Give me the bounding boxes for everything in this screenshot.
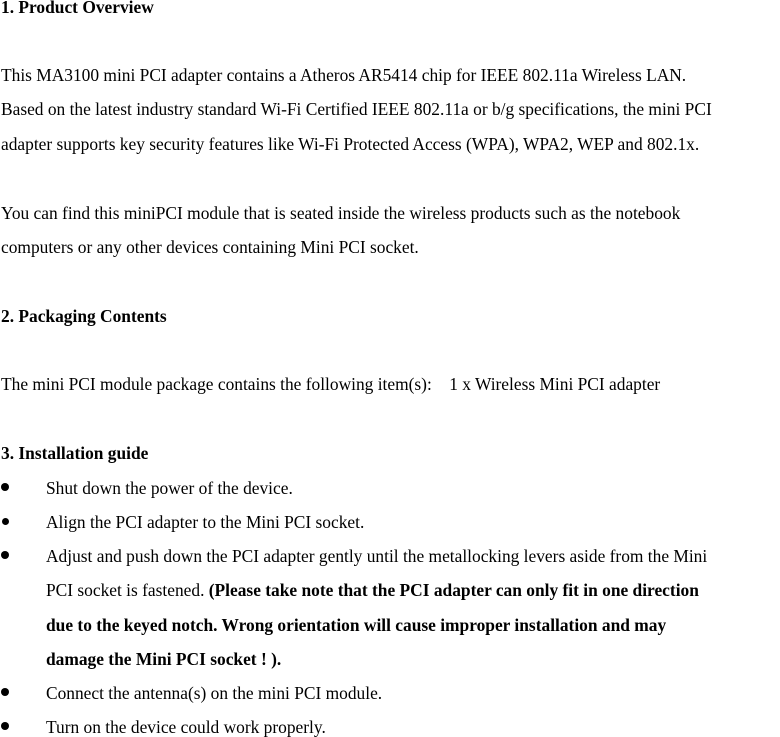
- installation-step: Align the PCI adapter to the Mini PCI socket.: [46, 512, 365, 532]
- overview-paragraph-line: Based on the latest industry standard Wi-Fi Certified IEEE 802.11a or b/g specifications, the mini PCI: [1, 99, 712, 119]
- section-heading-packaging-contents: 2. Packaging Contents: [1, 306, 167, 326]
- overview-paragraph-line: computers or any other devices containing Mini PCI socket.: [1, 237, 419, 257]
- installation-step: Adjust and push down the PCI adapter gently until the metallocking levers aside from the Mini: [46, 546, 708, 566]
- section-heading-installation-guide: 3. Installation guide: [1, 443, 149, 463]
- bullet-icon: [1, 483, 9, 491]
- overview-paragraph-line: This MA3100 mini PCI adapter contains a Atheros AR5414 chip for IEEE 802.11a Wireless LAN.: [1, 65, 687, 85]
- overview-paragraph-line: You can find this miniPCI module that is seated inside the wireless products such as the notebook: [1, 203, 681, 223]
- installation-step-continued: [46, 580, 699, 600]
- installation-step-text: PCI socket is fastened.: [46, 580, 209, 600]
- installation-warning-note: (Please take note that the PCI adapter can only fit in one direction: [208, 580, 699, 600]
- bullet-icon: [1, 688, 9, 696]
- installation-warning-note: due to the keyed notch. Wrong orientation will cause improper installation and may: [46, 615, 667, 635]
- installation-step: Turn on the device could work properly.: [46, 717, 326, 737]
- bullet-icon: [2, 518, 9, 525]
- installation-step: Shut down the power of the device.: [46, 478, 293, 498]
- bullet-icon: [1, 551, 9, 559]
- bullet-icon: [1, 722, 9, 730]
- installation-step: Connect the antenna(s) on the mini PCI module.: [46, 683, 383, 703]
- section-heading-product-overview: 1. Product Overview: [1, 0, 154, 17]
- installation-warning-note: damage the Mini PCI socket ! ).: [46, 649, 282, 669]
- packaging-contents-text: The mini PCI module package contains the following item(s): 1 x Wireless Mini PCI adapter: [1, 374, 661, 394]
- overview-paragraph-line: adapter supports key security features like Wi-Fi Protected Access (WPA), WPA2, WEP and 802.1x.: [1, 134, 700, 154]
